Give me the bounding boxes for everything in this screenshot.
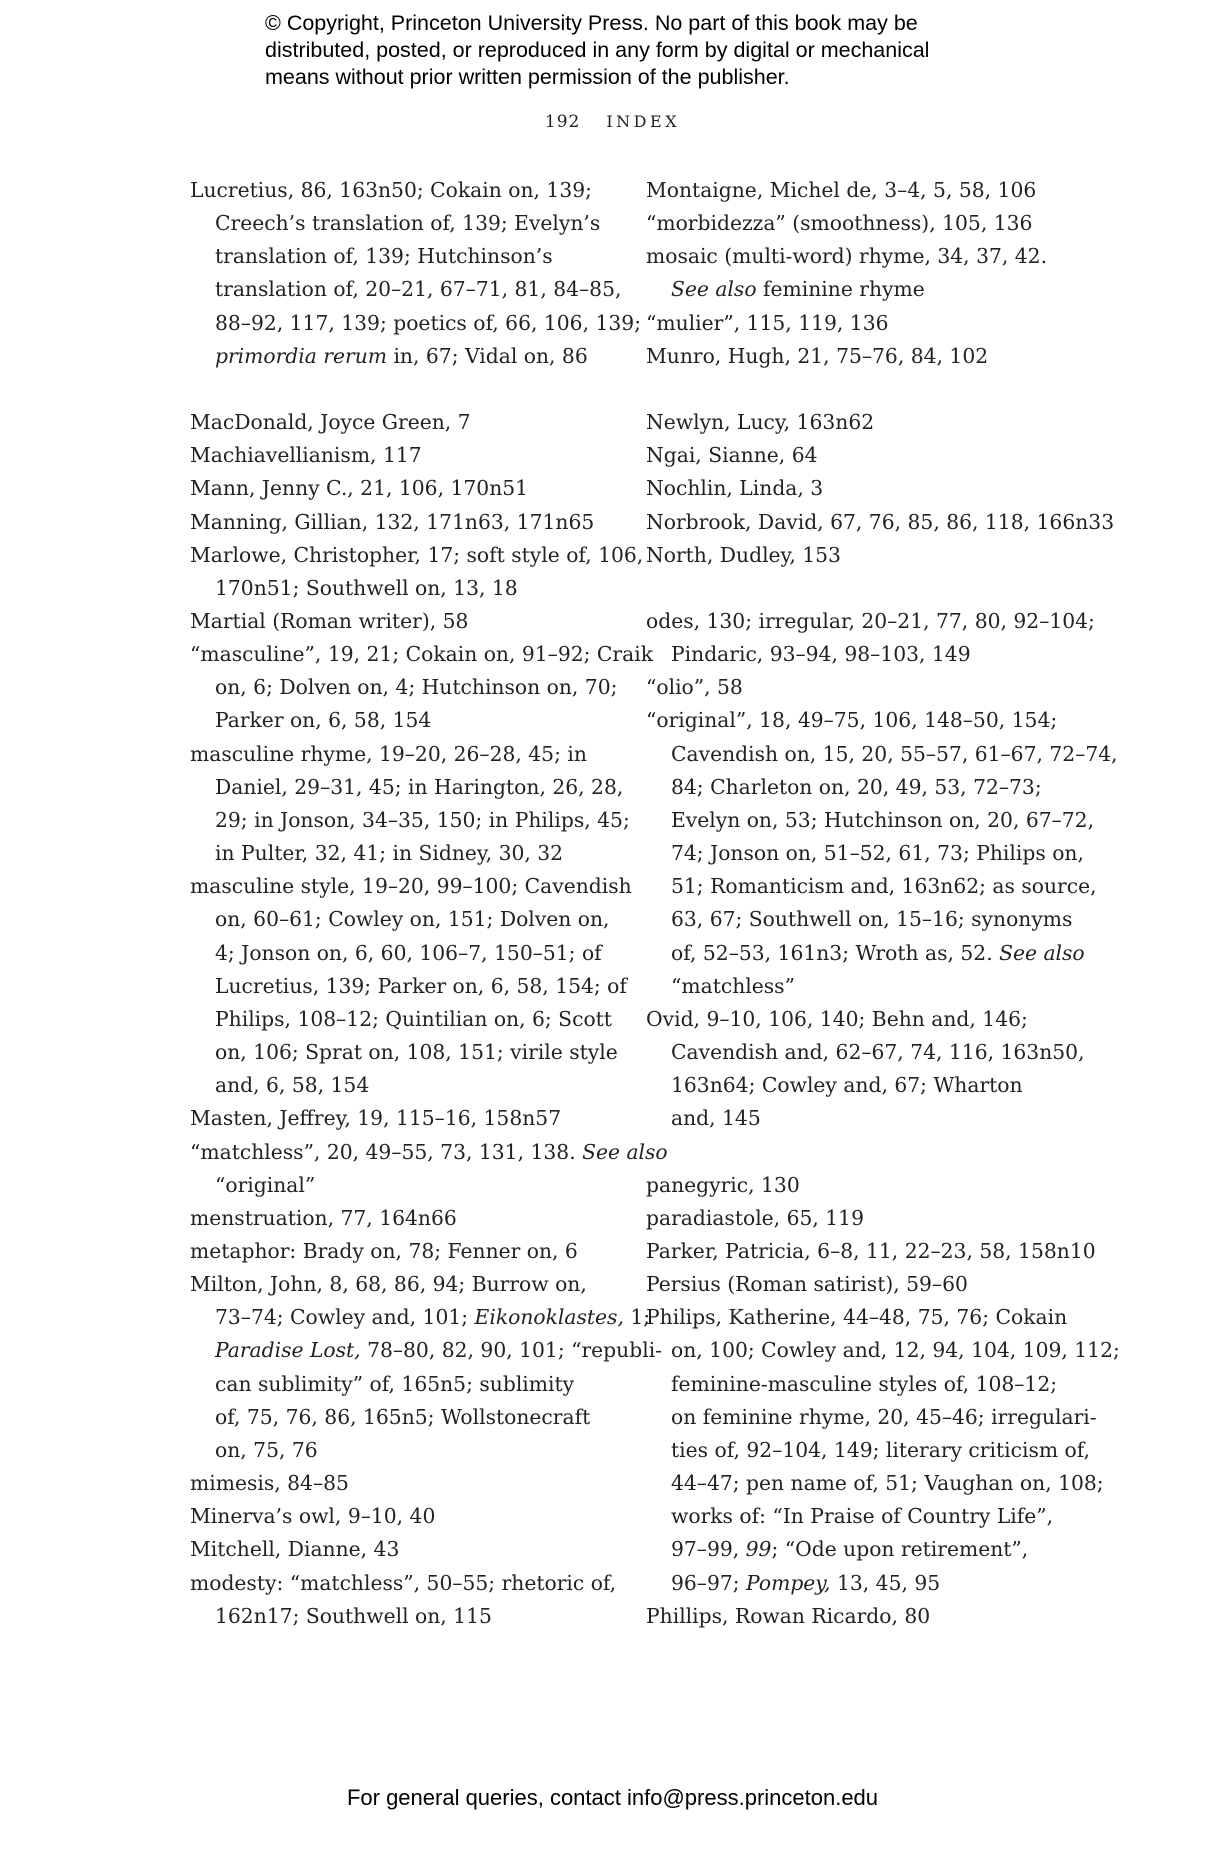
index-entry: Martial (Roman writer), 58 [190,609,469,634]
index-entry: “morbidezza” (smoothness), 105, 136 [646,211,1033,236]
index-entry: “mulier”, 115, 119, 136 [646,310,889,335]
index-entry: odes, 130; irregular, 20–21, 77, 80, 92–104; Pindaric, 93–94, 98–103, 149 [646,609,1095,667]
index-entry: Philips, Katherine, 44–48, 75, 76; Cokain on, 100; Cowley and, 12, 94, 104, 109, 112; feminine-masculine styles of, 108–12; on feminine rhyme, 20, 45–46; irregulari- ties of, 92–104, 149; literary criticism of, 44–47; pen name of, 51; Vaughan on, 108; works of: “In Praise of Country Life”, 97–99, 99; “Ode upon retirement”, 96–97; Pompey, 13, 45, 95 [646,1305,1120,1595]
index-entry: Marlowe, Christopher, 17; soft style of, 106, 170n51; Southwell on, 13, 18 [190,542,644,600]
copyright-line: © Copyright, Princeton University Press. No part of this book may be [265,11,918,35]
index-entry: masculine rhyme, 19–20, 26–28, 45; in Daniel, 29–31, 45; in Harington, 26, 28, 29; in Jonson, 34–35, 150; in Philips, 45; in Pulter, 32, 41; in Sidney, 30, 32 [190,741,630,866]
letter-group-gap [646,373,1066,406]
index-entry: metaphor: Brady on, 78; Fenner on, 6 [190,1238,578,1263]
index-entry: Lucretius, 86, 163n50; Cokain on, 139; Creech’s translation of, 139; Evelyn’s translation of, 139; Hutchinson’s translation of, 20–21, 67–71, 81, 84–85, 88–92, 117, 139; poetics of, 66, 106, 139; primordia rerum in, 67; Vidal on, 86 [190,178,642,368]
index-entry: Montaigne, Michel de, 3–4, 5, 58, 106 [646,178,1037,202]
index-entry: North, Dudley, 153 [646,542,841,567]
index-entry: panegyric, 130 [646,1172,800,1197]
footer-contact: For general queries, contact info@press.princeton.edu [346,1785,879,1810]
letter-group-gap [646,572,1066,605]
index-column-right [646,174,1120,1633]
letter-group-gap [190,373,600,406]
index-entry: Mann, Jenny C., 21, 106, 170n51 [190,476,529,501]
running-head [0,112,1225,132]
index-entry: Ovid, 9–10, 106, 140; Behn and, 146; Cavendish and, 62–67, 74, 116, 163n50, 163n64; Cowley and, 67; Wharton and, 145 [646,1006,1085,1131]
copyright-line: means without prior written permission of the publisher. [265,65,790,89]
index-entry: Munro, Hugh, 21, 75–76, 84, 102 [646,343,989,368]
letter-group-gap [646,1136,1066,1169]
index-entry: MacDonald, Joyce Green, 7 [190,410,471,435]
index-entry: Persius (Roman satirist), 59–60 [646,1272,968,1297]
index-entry: Parker, Patricia, 6–8, 11, 22–23, 58, 158n10 [646,1238,1096,1263]
index-entry: Phillips, Rowan Ricardo, 80 [646,1603,931,1628]
copyright-line: distributed, posted, or reproduced in any form by digital or mechanical [265,38,930,62]
index-entry: masculine style, 19–20, 99–100; Cavendish on, 60–61; Cowley on, 151; Dolven on, 4; Jonson on, 6, 60, 106–7, 150–51; of Lucretius, 139; Parker on, 6, 58, 154; of Philips, 108–12; Quintilian on, 6; Scott on, 106; Sprat on, 108, 151; virile style and, 6, 58, 154 [190,874,632,1098]
page-number: 192 [544,112,581,132]
index-entry: Machiavellianism, 117 [190,443,422,468]
index-entry: menstruation, 77, 164n66 [190,1205,457,1230]
index-column-left [190,174,668,1633]
index-entry: “original”, 18, 49–75, 106, 148–50, 154; Cavendish on, 15, 20, 55–57, 61–67, 72–74, 84; Charleton on, 20, 49, 53, 72–73; Evelyn on, 53; Hutchinson on, 20, 67–72, 74; Jonson on, 51–52, 61, 73; Philips on, 51; Romanticism and, 163n62; as source, 63, 67; Southwell on, 15–16; synonyms of, 52–53, 161n3; Wroth as, 52. See also “matchless” [646,708,1118,998]
index-entry: Norbrook, David, 67, 76, 85, 86, 118, 166n33 [646,509,1115,534]
index-entry: Ngai, Sianne, 64 [646,443,818,468]
index-entry: modesty: “matchless”, 50–55; rhetoric of, 162n17; Southwell on, 115 [190,1570,617,1628]
index-entry: paradiastole, 65, 119 [646,1205,864,1230]
index-entry: Manning, Gillian, 132, 171n63, 171n65 [190,509,595,534]
index-entry: Milton, John, 8, 68, 86, 94; Burrow on, 73–74; Cowley and, 101; Eikonoklastes, 1; Paradise Lost, 78–80, 82, 90, 101; “republi- can sublimity” of, 165n5; sublimity of, 75, 76, 86, 165n5; Wollstonecraft on, 75, 76 [190,1272,663,1462]
index-entry: “masculine”, 19, 21; Cokain on, 91–92; Craik on, 6; Dolven on, 4; Hutchinson on, 70; Parker on, 6, 58, 154 [190,642,653,733]
index-entry: Mitchell, Dianne, 43 [190,1537,400,1562]
index-entry: Nochlin, Linda, 3 [646,476,824,501]
index-entry: “matchless”, 20, 49–55, 73, 131, 138. See also “original” [190,1139,668,1197]
index-entry: Minerva’s owl, 9–10, 40 [190,1504,436,1529]
section-title: INDEX [606,112,681,131]
index-entry: Masten, Jeffrey, 19, 115–16, 158n57 [190,1106,562,1131]
index-entry: mosaic (multi-word) rhyme, 34, 37, 42. See also feminine rhyme [646,244,1048,302]
index-entry: “olio”, 58 [646,675,743,700]
index-entry: mimesis, 84–85 [190,1471,349,1496]
index-entry: Newlyn, Lucy, 163n62 [646,410,875,435]
copyright-notice [265,10,985,91]
